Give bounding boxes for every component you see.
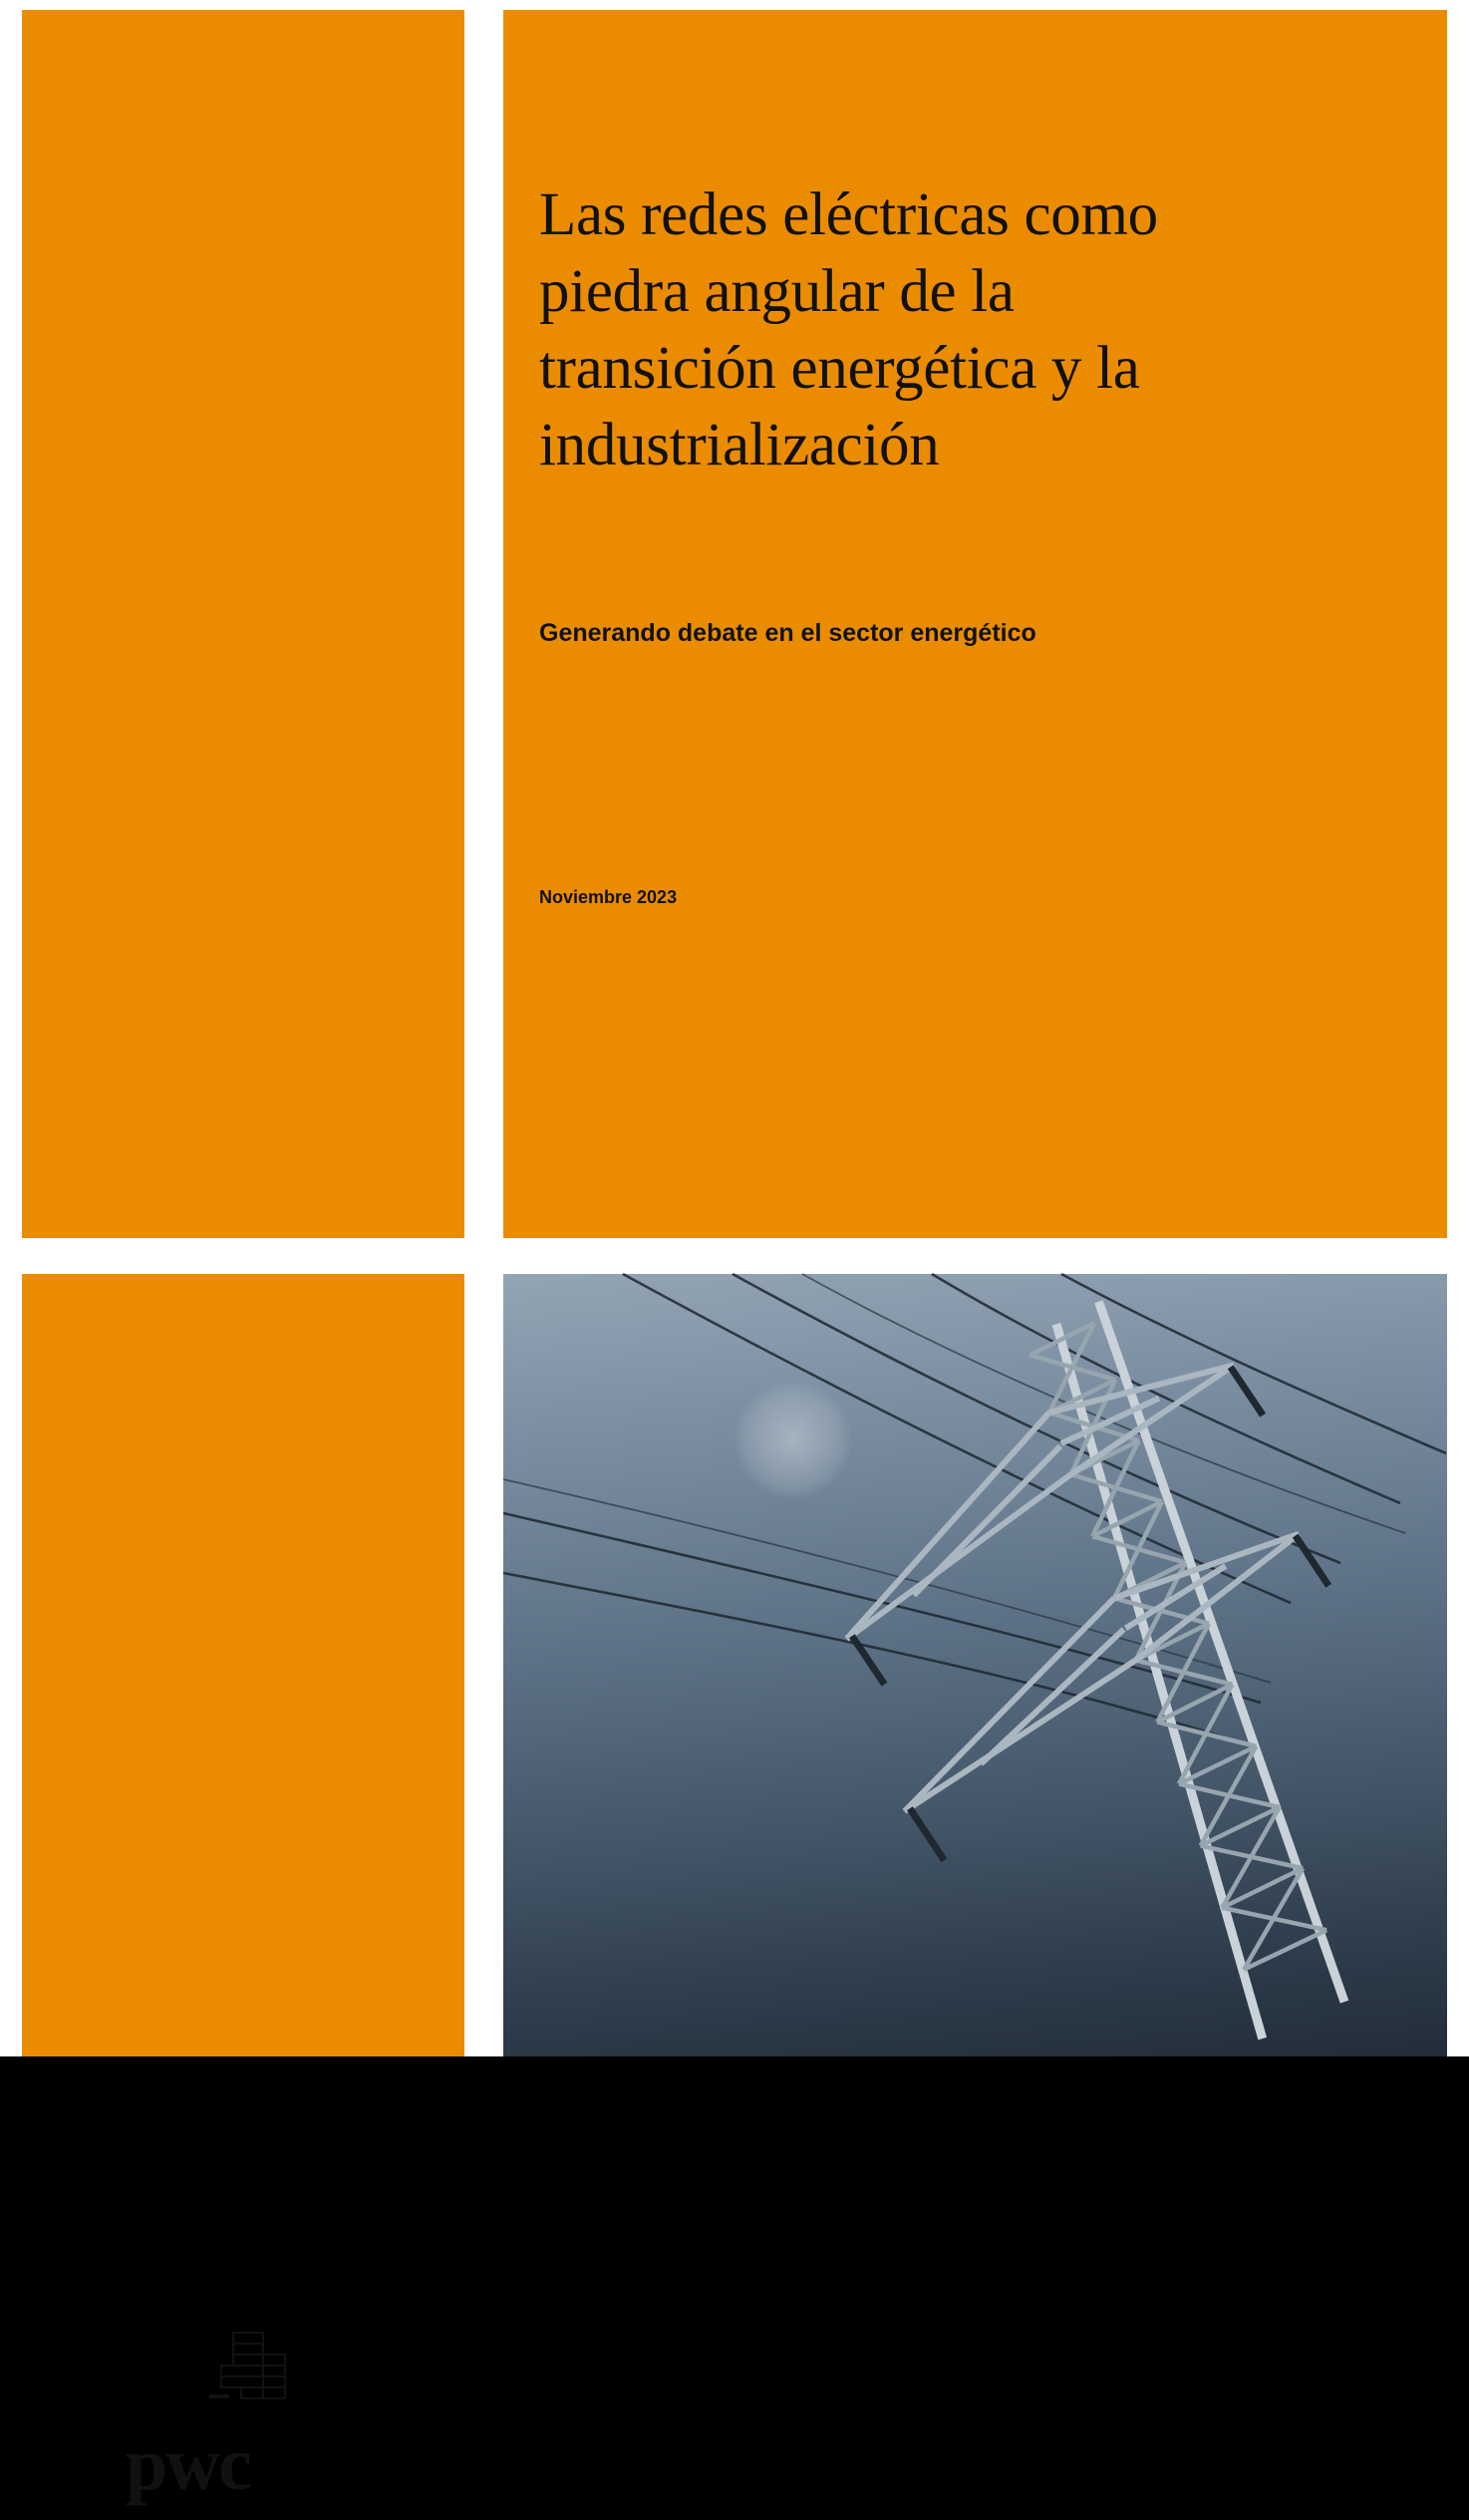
cover-photo [503,1274,1447,2056]
orange-panel-title [503,10,1447,1238]
document-date: Noviembre 2023 [539,887,678,907]
pwc-logo [126,2331,385,2520]
pylon-illustration [503,1274,1447,2056]
document-subtitle: Generando debate en el sector energético [539,619,1036,647]
pwc-logo-mark-icon [209,2331,305,2416]
pwc-wordmark: pwc [126,2422,250,2506]
orange-panel-bottom-left [22,1274,464,2506]
document-title: Las redes eléctricas como piedra angular de la transición energética y la industrialización [539,181,1158,478]
orange-panel-top-left [22,10,464,1238]
